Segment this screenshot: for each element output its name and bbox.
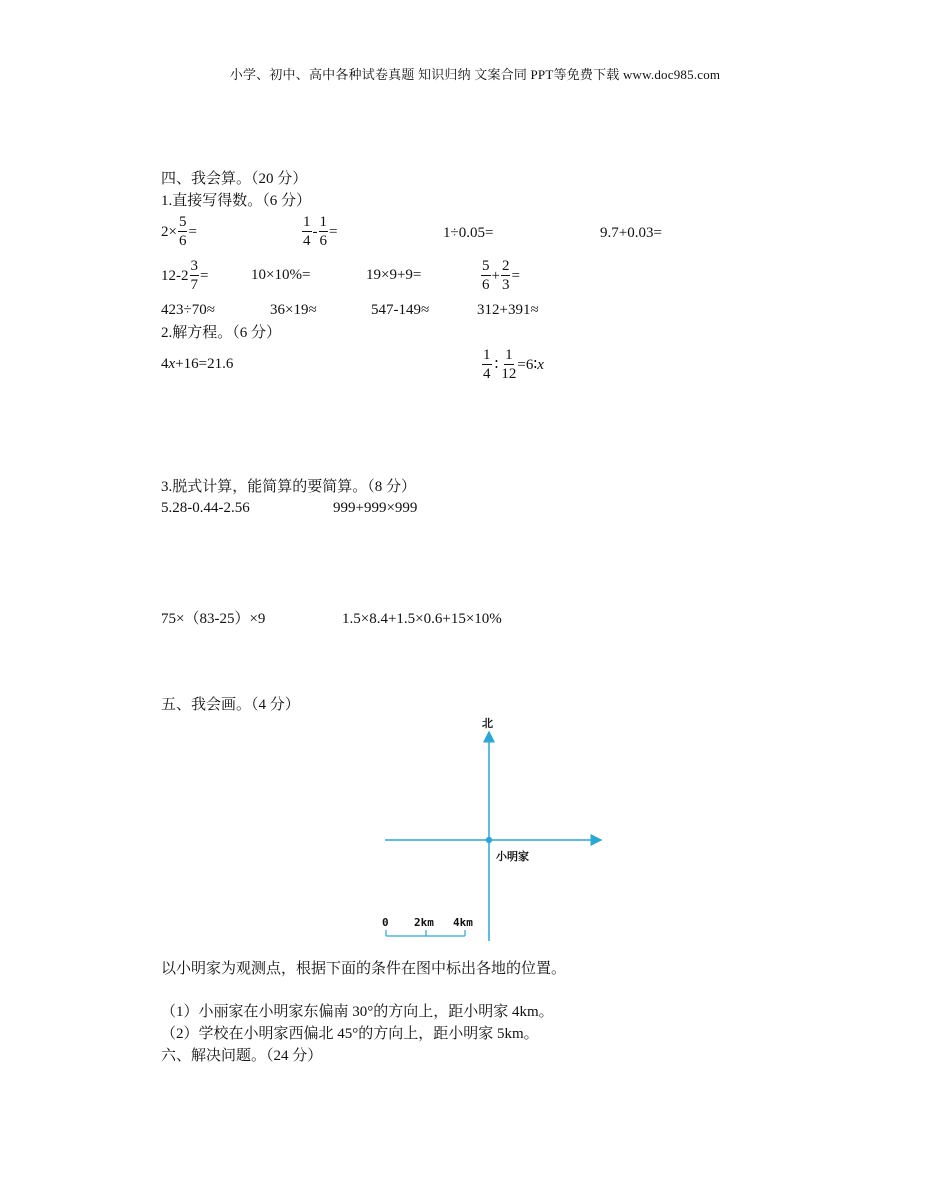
expr-text: = [329,223,338,240]
direction-diagram [380,712,610,944]
numerator: 2 [501,258,510,274]
expr-1-2 [301,215,337,249]
operator: - [312,223,318,240]
expr-1-4: 9.7+0.03= [600,225,662,241]
denominator: 7 [190,277,198,293]
expr-text: +16=21.6 [175,356,234,372]
section5-title: 五、我会画。（4 分） [161,697,300,713]
ratio-sign: ∶ [494,356,499,373]
numerator: 1 [319,214,327,230]
fraction [302,215,312,249]
equation-1 [161,357,233,372]
denominator: 3 [501,277,510,293]
expr-text: = [200,267,209,284]
part1-title: 1.直接写得数。（6 分） [161,193,312,209]
origin-label: 小明家 [496,850,529,863]
fraction [178,215,188,249]
expr-text: 2× [161,223,177,240]
expr-text: =6∶ [517,356,538,373]
fraction [482,348,492,382]
numerator: 5 [178,214,187,230]
numerator: 1 [483,347,491,363]
part2-title: 2.解方程。（6 分） [161,325,282,341]
expr-2-1 [161,259,208,293]
denominator: 4 [303,233,311,249]
numerator: 1 [303,214,311,230]
expr-text: 12-2 [161,267,189,284]
scale-label-2km: 2km [414,916,434,929]
expr-text: = [511,267,520,284]
fraction [319,215,329,249]
expr-text: 4 [161,356,169,372]
denominator: 6 [178,233,187,249]
scale-label-0: 0 [382,916,389,929]
section4-title: 四、我会算。（20 分） [161,171,308,187]
calc-1: 5.28-0.44-2.56 [161,500,250,516]
expr-3-1: 423÷70≈ [161,302,215,318]
condition-2: （2）学校在小明家西偏北 45°的方向上，距小明家 5km。 [161,1026,539,1042]
calc-2: 999+999×999 [333,500,418,516]
calc-4: 1.5×8.4+1.5×0.6+15×10% [342,611,502,627]
fraction [190,259,200,293]
numerator: 3 [190,258,198,274]
expr-1-1 [161,215,197,249]
expr-1-3: 1÷0.05= [443,225,494,241]
expr-2-3: 19×9+9= [366,267,422,283]
north-label: 北 [482,717,493,730]
expr-3-3: 547-149≈ [371,302,430,318]
section6-title: 六、解决问题。（24 分） [161,1048,323,1064]
equation-2 [481,348,544,382]
operator: + [491,267,500,284]
expr-3-4: 312+391≈ [477,302,539,318]
expr-2-4 [480,259,520,293]
fraction [501,259,511,293]
fraction [501,348,516,382]
expr-text: = [188,223,197,240]
calc-3: 75×（83-25）×9 [161,611,266,627]
part3-title: 3.脱式计算，能简算的要简算。（8 分） [161,479,417,495]
variable: x [168,356,176,372]
denominator: 6 [319,233,327,249]
denominator: 12 [501,366,517,382]
instruction: 以小明家为观测点，根据下面的条件在图中标出各地的位置。 [161,961,567,977]
variable: x [537,356,544,373]
numerator: 1 [505,347,513,363]
origin-point [486,837,492,843]
numerator: 5 [482,258,490,274]
scale-label-4km: 4km [453,916,473,929]
denominator: 6 [482,277,490,293]
page-header: 小学、初中、高中各种试卷真题 知识归纳 文案合同 PPT等免费下载 www.doc985.com [229,67,721,82]
expr-3-2: 36×19≈ [270,302,317,318]
denominator: 4 [483,366,491,382]
condition-1: （1）小丽家在小明家东偏南 30°的方向上，距小明家 4km。 [161,1004,554,1020]
fraction [481,259,491,293]
expr-2-2: 10×10%= [251,267,311,283]
